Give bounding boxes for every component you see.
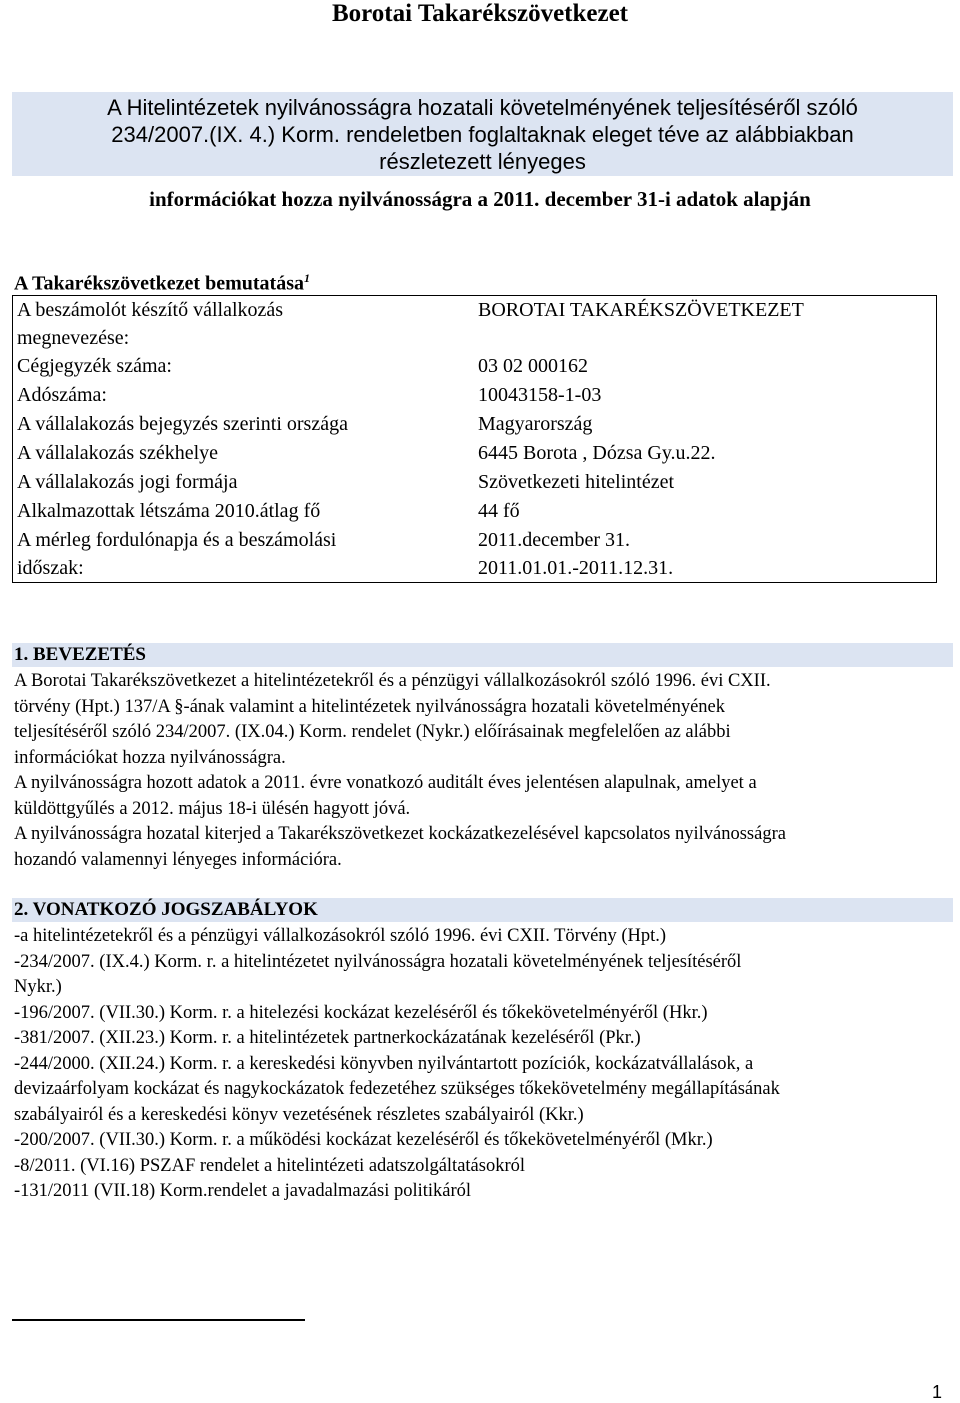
intro-line-1: A Hitelintézetek nyilvánosságra hozatali követelményének teljesítéséről szóló <box>107 95 858 120</box>
table-row <box>13 352 937 381</box>
table-cell-value: 44 fő <box>478 500 520 522</box>
list-item: devizaárfolyam kockázat és nagykockázatok fedezetéhez szükséges tőkekövetelmény megállapításának <box>14 1079 780 1099</box>
table-cell-value: BOROTAI TAKARÉKSZÖVETKEZET <box>478 299 804 321</box>
table-cell-label: Cégjegyzék száma: <box>17 355 172 377</box>
table-cell-label: A mérleg fordulónapja és a beszámolási időszak: <box>17 529 337 579</box>
text-line: A Borotai Takarékszövetkezet a hitelintézetekről és a pénzügyi vállalkozásokról szóló 1996. évi CXII. <box>14 671 771 691</box>
table-row <box>13 439 937 468</box>
table-cell-value: 03 02 000162 <box>478 355 588 377</box>
page-title: Borotai Takarékszövetkezet <box>331 0 629 27</box>
list-item: -200/2007. (VII.30.) Korm. r. a működési kockázat kezeléséről és tőkekövetelményéről (Mkr.) <box>14 1130 713 1150</box>
list-item: -244/2000. (XII.24.) Korm. r. a kereskedési könyvben nyilvántartott pozíciók, kockázatvállalások, a <box>14 1053 754 1074</box>
table-cell-value: 6445 Borota , Dózsa Gy.u.22. <box>478 442 716 464</box>
list-item: -8/2011. (VI.16) PSZAF rendelet a hitelintézeti adatszolgáltatásokról <box>14 1155 526 1176</box>
table-cell-value: Magyarország <box>478 413 593 435</box>
intro-bold-line: információkat hozza nyilvánosságra a 2011. december 31-i adatok alapján <box>149 187 811 211</box>
list-item: -381/2007. (XII.23.) Korm. r. a hitelintézetek partnerkockázatának kezeléséről (Pkr.) <box>14 1028 641 1048</box>
footnote-separator <box>12 1319 305 1321</box>
table-cell-value: Szövetkezeti hitelintézet <box>478 471 675 493</box>
intro-line-3: részletezett lényeges <box>379 149 586 174</box>
text-line: információkat hozza nyilvánosságra. <box>14 747 286 768</box>
table-cell-label: A beszámolót készítő vállalkozás megnevezése: <box>17 299 284 349</box>
list-item: -a hitelintézetekről és a pénzügyi vállalkozásokról szóló 1996. évi CXII. Törvény (Hpt.) <box>14 926 667 946</box>
table-cell-value: 10043158-1-03 <box>478 384 602 406</box>
table-cell-label: A vállalakozás jogi formája <box>17 471 238 493</box>
list-item: -196/2007. (VII.30.) Korm. r. a hitelezési kockázat kezeléséről és tőkekövetelményéről (Hkr.) <box>14 1002 708 1023</box>
list-item: -234/2007. (IX.4.) Korm. r. a hitelintézetet nyilvánosságra hozatali követelményének teljesítéséről <box>14 951 742 972</box>
table-cell-label: A vállalakozás székhelye <box>17 442 219 464</box>
table-row <box>13 296 937 353</box>
text-line: A nyilvánosságra hozatal kiterjed a Takarékszövetkezet kockázatkezelésével kapcsolatos nyilvánosságra <box>14 824 786 844</box>
table-row <box>13 526 937 583</box>
list-item: Nykr.) <box>14 977 62 997</box>
jogszabalyok-list <box>14 924 950 1205</box>
footnote-mark: 1 <box>303 271 310 285</box>
table-cell-label: Alkalmazottak létszáma 2010.átlag fő <box>17 500 321 522</box>
table-cell-label: A vállalakozás bejegyzés szerinti országa <box>17 413 348 435</box>
section-title <box>14 264 310 298</box>
intro-line-2: 234/2007.(IX. 4.) Korm. rendeletben foglaltaknak eleget téve az alábbiakban <box>111 122 854 147</box>
table-cell-label: Adószáma: <box>17 384 107 406</box>
section-title-text: A Takarékszövetkezet bemutatása <box>14 272 304 295</box>
bevezetes-heading: 1. BEVEZETÉS <box>12 643 953 667</box>
company-info-table <box>12 295 937 583</box>
list-item: szabályairól és a kereskedési könyv vezetésének részletes szabályairól (Kkr.) <box>14 1104 584 1125</box>
table-row <box>13 410 937 439</box>
text-line: hozandó valamennyi lényeges információra. <box>14 849 342 870</box>
text-line: A nyilvánosságra hozott adatok a 2011. évre vonatkozó auditált éves jelentésen alapulnak, amelyet a <box>14 773 757 793</box>
table-row <box>13 381 937 410</box>
list-item: -131/2011 (VII.18) Korm.rendelet a javadalmazási politikáról <box>14 1181 472 1201</box>
table-cell-value: 2011.december 31. 2011.01.01.-2011.12.31. <box>478 529 674 579</box>
table-row <box>13 468 937 497</box>
table-row <box>13 497 937 526</box>
page-number: 1 <box>932 1382 943 1402</box>
jogszabalyok-heading: 2. VONATKOZÓ JOGSZABÁLYOK <box>12 898 953 922</box>
text-line: teljesítéséről szóló 234/2007. (IX.04.) Korm. rendelet (Nykr.) előírásainak megfelelően az alábbi <box>14 722 731 742</box>
bevezetes-text <box>14 669 950 873</box>
text-line: törvény (Hpt.) 137/A §-ának valamint a hitelintézetek nyilvánosságra hozatali követelményének <box>14 696 725 717</box>
text-line: küldöttgyűlés a 2012. május 18-i ülésén hagyott jóvá. <box>14 798 411 819</box>
